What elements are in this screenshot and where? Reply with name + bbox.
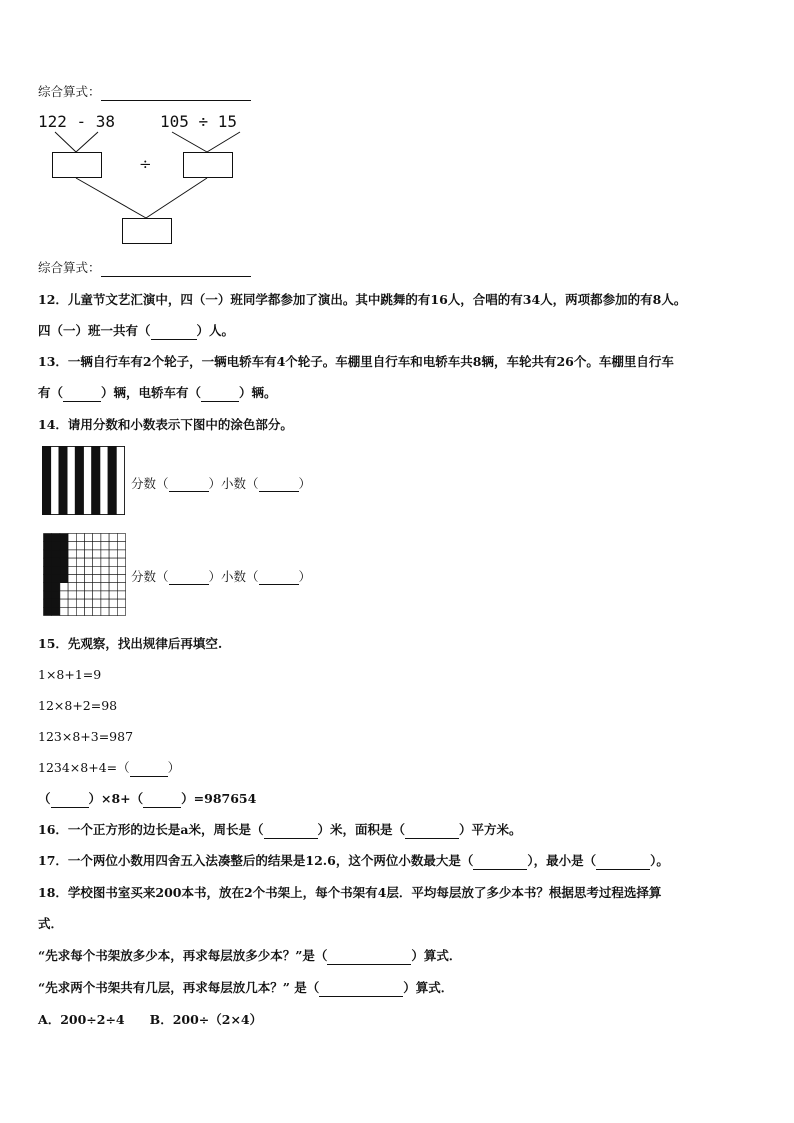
grid-cell (85, 591, 93, 599)
shaded-stripe (59, 447, 67, 515)
equation-4-suffix: ） (167, 760, 181, 775)
decimal-blank[interactable] (259, 476, 299, 492)
question-15-title: 15．先观察，找出规律后再填空. (38, 636, 223, 651)
grid-cell (101, 575, 109, 583)
shaded-cell (44, 550, 52, 558)
combined-formula-row-2 (38, 260, 251, 277)
close-paren: ） (298, 569, 312, 584)
question-16-text (38, 822, 522, 839)
shaded-cell (44, 566, 52, 574)
grid-cell (117, 550, 125, 558)
answer-blank[interactable] (596, 853, 650, 870)
grid-cell (117, 599, 125, 607)
shaded-cell (52, 575, 60, 583)
answer-blank[interactable] (201, 385, 239, 402)
answer-blank[interactable] (130, 760, 168, 777)
grid-cell (109, 550, 117, 558)
answer-blank[interactable] (319, 980, 403, 997)
equation-3: 123×8+3=987 (38, 729, 134, 744)
shaded-cell (44, 591, 52, 599)
question-13-text: 13．一辆自行车有2个轮子，一辆电轿车有4个轮子。车棚里自行车和电轿车共8辆，车轮共有26个。车棚里自行车 (38, 354, 674, 369)
shaded-cell (44, 534, 52, 542)
grid-cell (68, 607, 76, 615)
equation-2: 12×8+2=98 (38, 698, 118, 713)
shaded-stripe (92, 447, 100, 515)
grid-cell (76, 542, 84, 550)
question-12-text: 12．儿童节文艺汇演中，四（一）班同学都参加了演出。其中跳舞的有16人，合唱的有34人，两项都参加的有8人。 (38, 292, 687, 307)
grid-cell (117, 566, 125, 574)
grid-cell (85, 583, 93, 591)
question-18-text-cont: 式． (38, 916, 64, 931)
question-17-part-a: 17．一个两位小数用四舍五入法凑整后的结果是12.6，这个两位小数最大是（ (38, 853, 474, 868)
shaded-cell (44, 583, 52, 591)
question-17-text (38, 853, 669, 870)
figure-2-answer-row (131, 567, 311, 585)
answer-box-right[interactable] (183, 152, 233, 178)
grid-cell (109, 542, 117, 550)
grid-cell (101, 534, 109, 542)
grid-cell (68, 550, 76, 558)
grid-cell (93, 542, 101, 550)
question-16-part-b: ）米，面积是（ (317, 822, 406, 837)
equation-4-prefix: 1234×8+4=（ (38, 760, 130, 775)
shaded-cell (44, 542, 52, 550)
question-18-choices: A．200÷2÷4 B．200÷（2×4） (38, 1012, 263, 1027)
grid-cell (101, 607, 109, 615)
grid-cell (60, 591, 68, 599)
answer-blank[interactable] (264, 822, 318, 839)
grid-cell (101, 566, 109, 574)
answer-blank[interactable] (327, 948, 411, 965)
grid-cell (76, 599, 84, 607)
hundred-grid-figure (43, 533, 127, 617)
grid-cell (109, 591, 117, 599)
equation-5 (38, 791, 256, 808)
question-18-option-1-text: “先求每个书架放多少本，再求每层放多少本？”是（ (38, 948, 328, 963)
shaded-cell (52, 534, 60, 542)
question-14-title: 14．请用分数和小数表示下图中的涂色部分。 (38, 417, 293, 432)
shaded-cell (52, 599, 60, 607)
grid-cell (117, 583, 125, 591)
shaded-cell (52, 542, 60, 550)
equation-5-end: ）=987654 (181, 791, 257, 806)
answer-blank[interactable] (101, 260, 251, 277)
decimal-label: ）小数（ (208, 569, 259, 584)
answer-box-result[interactable] (122, 218, 172, 244)
grid-cell (117, 542, 125, 550)
grid-cell (101, 583, 109, 591)
fraction-blank[interactable] (169, 569, 209, 585)
equation-1: 1×8+1=9 (38, 667, 102, 682)
grid-cell (109, 607, 117, 615)
question-12-suffix: ）人。 (196, 323, 235, 338)
grid-cell (68, 591, 76, 599)
grid-cell (109, 583, 117, 591)
grid-cell (68, 575, 76, 583)
equation-5-open: （ (38, 791, 51, 806)
grid-cell (93, 558, 101, 566)
grid-cell (109, 558, 117, 566)
shaded-cell (44, 607, 52, 615)
question-12-prefix: 四（一）班一共有（ (38, 323, 151, 338)
grid-cell (85, 566, 93, 574)
grid-cell (85, 542, 93, 550)
question-18-option-2-text: “先求两个书架共有几层，再求每层放几本？” 是（ (38, 980, 320, 995)
answer-blank[interactable] (51, 791, 89, 808)
decimal-blank[interactable] (259, 569, 299, 585)
grid-cell (60, 583, 68, 591)
grid-cell (76, 607, 84, 615)
shaded-stripe (75, 447, 83, 515)
grid-cell (76, 566, 84, 574)
shaded-cell (60, 542, 68, 550)
grid-cell (93, 534, 101, 542)
shaded-cell (60, 566, 68, 574)
divide-operator: ÷ (139, 155, 152, 173)
unshaded-stripe (67, 447, 75, 515)
shaded-cell (60, 575, 68, 583)
equation-5-mid: ）×8+（ (88, 791, 144, 806)
decimal-label: ）小数（ (208, 476, 259, 491)
unshaded-stripe (100, 447, 108, 515)
unshaded-stripe (84, 447, 92, 515)
grid-cell (93, 575, 101, 583)
shaded-cell (60, 558, 68, 566)
grid-cell (68, 558, 76, 566)
unshaded-stripe (116, 447, 124, 515)
grid-cell (93, 583, 101, 591)
grid-cell (101, 591, 109, 599)
question-16-part-c: ）平方米。 (459, 822, 522, 837)
shaded-stripe (108, 447, 116, 515)
answer-blank[interactable] (63, 385, 101, 402)
shaded-cell (52, 566, 60, 574)
grid-cell (101, 558, 109, 566)
grid-cell (93, 566, 101, 574)
grid-cell (76, 558, 84, 566)
grid-cell (93, 599, 101, 607)
unshaded-stripe (51, 447, 59, 515)
grid-cell (85, 534, 93, 542)
grid-cell (93, 607, 101, 615)
fraction-blank[interactable] (169, 476, 209, 492)
grid-cell (101, 542, 109, 550)
grid-cell (109, 566, 117, 574)
expression-left: 122 - 38 (38, 112, 116, 131)
grid-cell (68, 583, 76, 591)
equation-4 (38, 760, 180, 777)
grid-cell (68, 534, 76, 542)
grid-cell (117, 591, 125, 599)
grid-cell (101, 599, 109, 607)
grid-cell (60, 599, 68, 607)
combined-formula-label: 综合算式： (38, 260, 101, 275)
tree-connector-lines (0, 0, 794, 260)
grid-cell (109, 599, 117, 607)
grid-cell (85, 599, 93, 607)
grid-cell (85, 575, 93, 583)
answer-blank[interactable] (473, 853, 527, 870)
grid-cell (117, 607, 125, 615)
grid-cell (109, 534, 117, 542)
shaded-cell (60, 534, 68, 542)
grid-cell (93, 591, 101, 599)
question-13-part-c: ）辆。 (239, 385, 277, 400)
close-paren: ） (298, 476, 312, 491)
shaded-cell (60, 550, 68, 558)
grid-cell (117, 575, 125, 583)
grid-cell (85, 558, 93, 566)
question-18-option-2 (38, 980, 453, 997)
answer-blank[interactable] (405, 822, 459, 839)
expression-right: 105 ÷ 15 (160, 112, 238, 131)
shaded-cell (52, 558, 60, 566)
question-17-part-c: ）。 (650, 853, 669, 868)
question-18-option-1 (38, 948, 461, 965)
grid-cell (76, 583, 84, 591)
grid-cell (101, 550, 109, 558)
question-18-option-1-suffix: ）算式． (411, 948, 462, 963)
question-12-answer-row (38, 323, 234, 340)
question-18-text: 18．学校图书室买来200本书，放在2个书架上，每个书架有4层．平均每层放了多少本书？根据思考过程选择算 (38, 885, 662, 900)
question-13-part-b: ）辆，电轿车有（ (101, 385, 202, 400)
grid-cell (76, 591, 84, 599)
answer-blank[interactable] (151, 323, 197, 340)
question-16-part-a: 16．一个正方形的边长是a米，周长是（ (38, 822, 264, 837)
shaded-cell (52, 607, 60, 615)
question-13-part-a: 有（ (38, 385, 64, 400)
grid-cell (68, 542, 76, 550)
grid-cell (76, 550, 84, 558)
shaded-cell (44, 575, 52, 583)
figure-1-answer-row (131, 474, 311, 492)
shaded-cell (52, 591, 60, 599)
question-18-option-2-suffix: ）算式． (403, 980, 454, 995)
grid-cell (117, 534, 125, 542)
grid-cell (76, 534, 84, 542)
shaded-stripe (43, 447, 51, 515)
grid-cell (109, 575, 117, 583)
grid-cell (117, 558, 125, 566)
fraction-label: 分数（ (131, 569, 169, 584)
shaded-cell (52, 550, 60, 558)
grid-cell (68, 599, 76, 607)
striped-bars-figure (42, 446, 126, 516)
grid-cell (76, 575, 84, 583)
shaded-cell (44, 599, 52, 607)
answer-blank[interactable] (143, 791, 181, 808)
combined-formula-label: 综合算式： (38, 84, 101, 99)
fraction-label: 分数（ (131, 476, 169, 491)
answer-box-left[interactable] (52, 152, 102, 178)
shaded-cell (44, 558, 52, 566)
grid-cell (93, 550, 101, 558)
grid-cell (85, 607, 93, 615)
grid-cell (85, 550, 93, 558)
shaded-cell (52, 583, 60, 591)
grid-cell (60, 607, 68, 615)
grid-cell (68, 566, 76, 574)
question-13-answer-row (38, 385, 277, 402)
question-17-part-b: ），最小是（ (527, 853, 597, 868)
